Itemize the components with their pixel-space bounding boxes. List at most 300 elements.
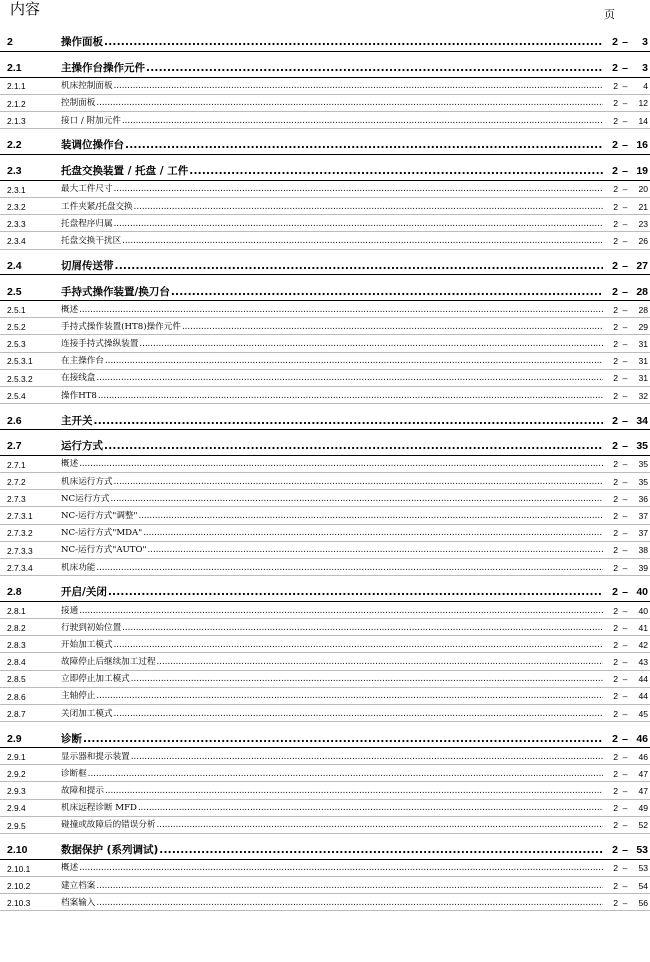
toc-title: 主开关: [61, 414, 93, 427]
toc-leader-dots: [138, 804, 603, 813]
toc-subsection-row[interactable]: [0, 78, 650, 95]
toc-subsection-row[interactable]: [0, 559, 650, 576]
toc-number: 2.7.1: [7, 459, 26, 470]
toc-leader-dots: [148, 546, 603, 555]
toc-leader-dots: [79, 306, 603, 315]
toc-dash: –: [622, 81, 628, 92]
toc-leader-dots: [114, 185, 603, 194]
toc-title: 装调位操作台: [61, 139, 124, 152]
toc-page-number: 49: [638, 803, 648, 814]
toc-page-number: 16: [636, 139, 648, 152]
toc-number: 2.5.2: [7, 322, 26, 333]
toc-chapter: 2: [613, 786, 618, 796]
table-of-contents: [0, 26, 650, 911]
toc-title: 概述: [61, 863, 79, 874]
toc-number: 2.8.3: [7, 640, 26, 651]
toc-chapter: 2: [613, 622, 618, 633]
toc-number: 2.8.7: [7, 708, 26, 719]
toc-number: 2.5.3: [7, 339, 26, 350]
toc-title: 行驶到初始位置: [61, 622, 122, 633]
toc-page-number: 37: [638, 510, 648, 521]
toc-number: 2.10: [7, 844, 28, 857]
toc-dash: –: [622, 768, 628, 779]
toc-page-number: 53: [636, 844, 648, 857]
toc-leader-dots: [114, 82, 603, 91]
toc-page-number: 43: [638, 657, 648, 668]
toc-number: 2.3: [7, 165, 22, 178]
toc-number: 2.7.3.2: [7, 528, 33, 539]
toc-leader-dots: [105, 357, 603, 366]
toc-leader-dots: [182, 323, 603, 332]
toc-dash: –: [622, 897, 628, 908]
toc-subsection-row[interactable]: [0, 112, 650, 129]
toc-subsection-row[interactable]: [0, 877, 650, 894]
toc-number: 2.7: [7, 440, 22, 453]
toc-dash: –: [622, 562, 628, 573]
toc-page-number: 19: [636, 165, 648, 178]
toc-dash: –: [622, 356, 628, 367]
toc-number: 2.8: [7, 586, 22, 599]
toc-leader-dots: [98, 392, 603, 401]
toc-chapter: 2: [613, 373, 618, 384]
toc-subsection-row[interactable]: [0, 817, 650, 834]
toc-section-row[interactable]: [0, 722, 650, 748]
toc-title: NC-运行方式"调整": [61, 510, 138, 521]
toc-page-number: 47: [638, 786, 648, 796]
toc-leader-dots: [171, 287, 603, 298]
toc-page-number: 41: [638, 622, 648, 633]
toc-dash: –: [622, 605, 628, 616]
toc-dash: –: [622, 691, 628, 702]
toc-title: 运行方式: [61, 440, 103, 453]
toc-section-row[interactable]: [0, 129, 650, 155]
page-column-label: 页: [604, 8, 615, 21]
toc-number: 2.8.5: [7, 674, 26, 685]
toc-title: 连接手持式操纵装置: [61, 339, 139, 350]
toc-chapter: 2: [613, 321, 618, 332]
toc-leader-dots: [79, 607, 603, 616]
toc-number: 2.7.3.4: [7, 562, 33, 573]
toc-subsection-row[interactable]: [0, 619, 650, 636]
toc-chapter: 2: [612, 414, 618, 427]
toc-subsection-row[interactable]: [0, 800, 650, 817]
toc-title: 档案输入: [61, 897, 96, 908]
toc-chapter: 2: [613, 476, 618, 487]
toc-subsection-row[interactable]: [0, 636, 650, 653]
toc-number: 2.9.4: [7, 803, 26, 814]
toc-subsection-row[interactable]: [0, 602, 650, 619]
toc-leader-dots: [146, 63, 603, 74]
toc-leader-dots: [94, 416, 604, 427]
toc-page-number: 47: [638, 768, 648, 779]
toc-page-number: 14: [638, 115, 648, 126]
toc-title: 接通: [61, 605, 79, 616]
toc-number: 2.3.1: [7, 184, 26, 195]
toc-leader-dots: [96, 564, 603, 573]
toc-page-number: 44: [638, 674, 648, 685]
toc-dash: –: [622, 62, 628, 75]
toc-title: 碰撞或故障后的错误分析: [61, 820, 156, 831]
toc-number: 2.1.1: [7, 81, 26, 92]
toc-dash: –: [622, 622, 628, 633]
toc-subsection-row[interactable]: [0, 353, 650, 370]
toc-leader-dots: [114, 478, 603, 487]
toc-dash: –: [622, 285, 628, 298]
toc-page-number: 28: [636, 285, 648, 298]
toc-dash: –: [622, 259, 628, 272]
toc-chapter: 2: [613, 356, 618, 367]
toc-dash: –: [622, 304, 628, 315]
toc-page-number: 29: [638, 321, 648, 332]
toc-subsection-row[interactable]: [0, 215, 650, 232]
toc-number: 2.5: [7, 285, 22, 298]
toc-page-number: 20: [638, 184, 648, 195]
toc-leader-dots: [96, 99, 603, 108]
toc-leader-dots: [114, 220, 603, 229]
toc-subsection-row[interactable]: [0, 456, 650, 473]
toc-chapter: 2: [613, 218, 618, 229]
toc-page-number: 45: [638, 708, 648, 719]
toc-number: 2.3.4: [7, 236, 26, 247]
toc-section-row[interactable]: [0, 155, 650, 181]
toc-subsection-row[interactable]: [0, 653, 650, 670]
toc-chapter: 2: [613, 304, 618, 315]
toc-chapter: 2: [612, 165, 618, 178]
toc-dash: –: [622, 321, 628, 332]
toc-chapter: 2: [613, 674, 618, 685]
toc-title: 操作面板: [61, 36, 103, 49]
toc-title: 机床控制面板: [61, 81, 113, 92]
toc-title: 开始加工模式: [61, 639, 113, 650]
toc-subsection-row[interactable]: [0, 232, 650, 249]
toc-leader-dots: [134, 203, 603, 212]
toc-subsection-row[interactable]: [0, 387, 650, 404]
toc-chapter: 2: [613, 493, 618, 504]
toc-subsection-row[interactable]: [0, 765, 650, 782]
toc-page-number: 27: [636, 259, 648, 272]
toc-page-number: 52: [638, 820, 648, 831]
toc-subsection-row[interactable]: [0, 782, 650, 799]
toc-chapter: 2: [613, 751, 618, 762]
toc-leader-dots: [157, 658, 603, 667]
toc-section-row[interactable]: [0, 275, 650, 301]
toc-section-row[interactable]: [0, 834, 650, 860]
toc-title: 故障和提示: [61, 786, 104, 796]
toc-leader-dots: [114, 710, 603, 719]
toc-chapter: 2: [612, 844, 618, 857]
toc-dash: –: [622, 36, 628, 49]
toc-dash: –: [622, 165, 628, 178]
toc-number: 2.1: [7, 62, 22, 75]
toc-dash: –: [622, 786, 628, 796]
toc-chapter: 2: [613, 639, 618, 650]
toc-dash: –: [622, 414, 628, 427]
toc-dash: –: [622, 115, 628, 126]
toc-subsection-row[interactable]: [0, 688, 650, 705]
toc-chapter: 2: [612, 586, 618, 599]
toc-dash: –: [622, 732, 628, 745]
toc-subsection-row[interactable]: [0, 370, 650, 387]
toc-chapter: 2: [612, 259, 618, 272]
toc-number: 2.5.1: [7, 304, 26, 315]
toc-page-number: 40: [636, 586, 648, 599]
toc-dash: –: [622, 235, 628, 246]
toc-page-number: 26: [638, 235, 648, 246]
toc-dash: –: [622, 844, 628, 857]
toc-leader-dots: [122, 117, 603, 126]
toc-subsection-row[interactable]: [0, 748, 650, 765]
toc-chapter: 2: [613, 708, 618, 719]
toc-chapter: 2: [612, 139, 618, 152]
toc-leader-dots: [138, 512, 603, 521]
toc-chapter: 2: [613, 545, 618, 556]
toc-chapter: 2: [613, 562, 618, 573]
toc-page-number: 36: [638, 493, 648, 504]
page-title: 内容: [10, 0, 41, 18]
toc-dash: –: [622, 493, 628, 504]
toc-dash: –: [622, 803, 628, 814]
toc-leader-dots: [139, 340, 603, 349]
toc-page-number: 46: [638, 751, 648, 762]
toc-dash: –: [622, 510, 628, 521]
toc-chapter: 2: [613, 98, 618, 109]
toc-page-number: 4: [643, 81, 648, 92]
toc-leader-dots: [104, 37, 603, 48]
toc-chapter: 2: [613, 235, 618, 246]
toc-dash: –: [622, 201, 628, 212]
toc-page-number: 56: [638, 897, 648, 908]
toc-page-number: 40: [638, 605, 648, 616]
toc-dash: –: [622, 459, 628, 470]
toc-title: 立即停止加工模式: [61, 674, 130, 685]
toc-page-number: 53: [638, 863, 648, 874]
toc-dash: –: [622, 639, 628, 650]
toc-chapter: 2: [613, 880, 618, 891]
toc-subsection-row[interactable]: [0, 525, 650, 542]
toc-section-row[interactable]: [0, 26, 650, 52]
toc-dash: –: [622, 390, 628, 401]
toc-dash: –: [622, 880, 628, 891]
toc-page-number: 21: [638, 201, 648, 212]
toc-number: 2.9.5: [7, 820, 26, 831]
toc-number: 2.1.3: [7, 115, 26, 126]
toc-dash: –: [622, 674, 628, 685]
toc-leader-dots: [105, 787, 603, 796]
toc-title: 诊断框: [61, 768, 87, 779]
toc-title: 切屑传送带: [61, 259, 114, 272]
toc-page-number: 32: [638, 390, 648, 401]
toc-title: NC-运行方式"AUTO": [61, 545, 147, 556]
toc-page-number: 3: [642, 62, 648, 75]
toc-title: 开启/关闭: [61, 586, 107, 599]
toc-subsection-row[interactable]: [0, 318, 650, 335]
toc-leader-dots: [143, 529, 603, 538]
toc-page-number: 44: [638, 691, 648, 702]
toc-title: 手持式操作装置/换刀台: [61, 285, 170, 298]
toc-title: 故障停止后继续加工过程: [61, 657, 156, 668]
toc-title: 机床远程诊断 MFD: [61, 803, 137, 814]
toc-number: 2.7.2: [7, 476, 26, 487]
toc-dash: –: [622, 586, 628, 599]
toc-subsection-row[interactable]: [0, 860, 650, 877]
toc-number: 2.7.3: [7, 493, 26, 504]
toc-section-row[interactable]: [0, 430, 650, 456]
toc-leader-dots: [96, 374, 603, 383]
toc-number: 2.2: [7, 139, 22, 152]
toc-number: 2.9.2: [7, 769, 26, 779]
toc-subsection-row[interactable]: [0, 473, 650, 490]
toc-title: 显示器和提示装置: [61, 751, 130, 762]
toc-page-number: 12: [638, 98, 648, 109]
toc-page-number: 54: [638, 880, 648, 891]
toc-dash: –: [622, 528, 628, 539]
toc-page-number: 37: [638, 528, 648, 539]
toc-chapter: 2: [613, 863, 618, 874]
toc-title: 最大工件尺寸: [61, 184, 113, 195]
toc-page-number: 31: [638, 373, 648, 384]
toc-leader-dots: [110, 495, 603, 504]
toc-chapter: 2: [612, 36, 618, 49]
toc-leader-dots: [96, 899, 603, 908]
toc-chapter: 2: [613, 184, 618, 195]
toc-chapter: 2: [612, 732, 618, 745]
toc-leader-dots: [114, 641, 603, 650]
toc-number: 2.10.3: [7, 897, 31, 908]
toc-title: 关闭加工模式: [61, 708, 113, 719]
toc-number: 2.8.6: [7, 691, 26, 702]
toc-subsection-row[interactable]: [0, 507, 650, 524]
toc-leader-dots: [104, 441, 603, 452]
toc-page-number: 23: [638, 218, 648, 229]
toc-chapter: 2: [613, 201, 618, 212]
toc-number: 2.8.4: [7, 657, 26, 668]
toc-chapter: 2: [613, 803, 618, 814]
toc-subsection-row[interactable]: [0, 198, 650, 215]
toc-title: 建立档案: [61, 880, 96, 891]
toc-section-row[interactable]: [0, 576, 650, 602]
toc-page-number: 31: [638, 356, 648, 367]
toc-page-number: 39: [638, 562, 648, 573]
toc-dash: –: [622, 218, 628, 229]
toc-title: 在接线盒: [61, 373, 96, 384]
toc-leader-dots: [108, 587, 603, 598]
toc-chapter: 2: [613, 657, 618, 668]
toc-title: 工件夹紧/托盘交换: [61, 201, 133, 212]
toc-section-row[interactable]: [0, 52, 650, 78]
toc-page-number: 35: [636, 440, 648, 453]
toc-chapter: 2: [613, 691, 618, 702]
toc-subsection-row[interactable]: [0, 181, 650, 198]
toc-chapter: 2: [612, 62, 618, 75]
toc-subsection-row[interactable]: [0, 95, 650, 112]
toc-title: 主轴停止: [61, 691, 96, 702]
toc-number: 2.5.4: [7, 390, 26, 401]
toc-chapter: 2: [612, 285, 618, 298]
toc-leader-dots: [79, 864, 603, 873]
toc-row-divider: [0, 910, 650, 911]
toc-dash: –: [622, 373, 628, 384]
toc-number: 2.10.1: [7, 863, 31, 874]
toc-dash: –: [622, 657, 628, 668]
toc-subsection-row[interactable]: [0, 705, 650, 722]
toc-title: 主操作台操作元件: [61, 62, 145, 75]
toc-number: 2.4: [7, 259, 22, 272]
toc-dash: –: [622, 440, 628, 453]
toc-title: 控制面板: [61, 98, 96, 109]
toc-subsection-row[interactable]: [0, 894, 650, 911]
toc-leader-dots: [131, 753, 603, 762]
toc-dash: –: [622, 545, 628, 556]
toc-title: 手持式操作装置(HT8)操作元件: [61, 321, 181, 332]
toc-chapter: 2: [613, 81, 618, 92]
toc-title: 托盘程序归属: [61, 218, 113, 229]
toc-number: 2.5.3.1: [7, 356, 33, 367]
toc-title: NC-运行方式"MDA": [61, 528, 143, 539]
toc-dash: –: [622, 139, 628, 152]
toc-chapter: 2: [613, 528, 618, 539]
toc-leader-dots: [88, 770, 603, 779]
toc-chapter: 2: [613, 459, 618, 470]
toc-title: 在主操作台: [61, 356, 104, 367]
toc-number: 2.3.3: [7, 218, 26, 229]
toc-leader-dots: [122, 624, 603, 633]
toc-subsection-row[interactable]: [0, 335, 650, 352]
toc-dash: –: [622, 184, 628, 195]
toc-subsection-row[interactable]: [0, 542, 650, 559]
toc-section-row[interactable]: [0, 250, 650, 276]
toc-title: 概述: [61, 459, 79, 470]
toc-page-number: 28: [638, 304, 648, 315]
toc-chapter: 2: [613, 768, 618, 779]
toc-title: 托盘交换装置 / 托盘 / 工件: [61, 165, 189, 178]
toc-leader-dots: [122, 237, 603, 246]
toc-number: 2.7.3.1: [7, 511, 33, 522]
toc-title: NC运行方式: [61, 493, 110, 504]
toc-dash: –: [622, 863, 628, 874]
toc-leader-dots: [125, 140, 603, 151]
toc-leader-dots: [157, 821, 603, 830]
toc-leader-dots: [79, 460, 603, 469]
toc-number: 2: [7, 36, 13, 49]
toc-dash: –: [622, 476, 628, 487]
toc-page-number: 38: [638, 545, 648, 556]
toc-number: 2.7.3.3: [7, 545, 33, 556]
toc-leader-dots: [159, 845, 603, 856]
toc-leader-dots: [189, 166, 603, 177]
toc-chapter: 2: [613, 820, 618, 831]
toc-dash: –: [622, 820, 628, 831]
toc-leader-dots: [96, 692, 603, 701]
toc-title: 机床运行方式: [61, 476, 113, 487]
toc-page-number: 31: [638, 339, 648, 350]
toc-section-row[interactable]: [0, 404, 650, 430]
toc-page-number: 3: [642, 36, 648, 49]
toc-subsection-row[interactable]: [0, 301, 650, 318]
toc-number: 2.1.2: [7, 98, 26, 109]
toc-number: 2.3.2: [7, 201, 26, 212]
toc-subsection-row[interactable]: [0, 671, 650, 688]
toc-title: 托盘交换干扰区: [61, 235, 122, 246]
toc-subsection-row[interactable]: [0, 490, 650, 507]
toc-number: 2.6: [7, 414, 22, 427]
toc-title: 接口 / 附加元件: [61, 115, 121, 126]
toc-chapter: 2: [613, 510, 618, 521]
toc-title: 概述: [61, 304, 79, 315]
toc-chapter: 2: [613, 115, 618, 126]
toc-dash: –: [622, 339, 628, 350]
toc-page-number: 35: [638, 459, 648, 470]
toc-page-number: 46: [636, 732, 648, 745]
